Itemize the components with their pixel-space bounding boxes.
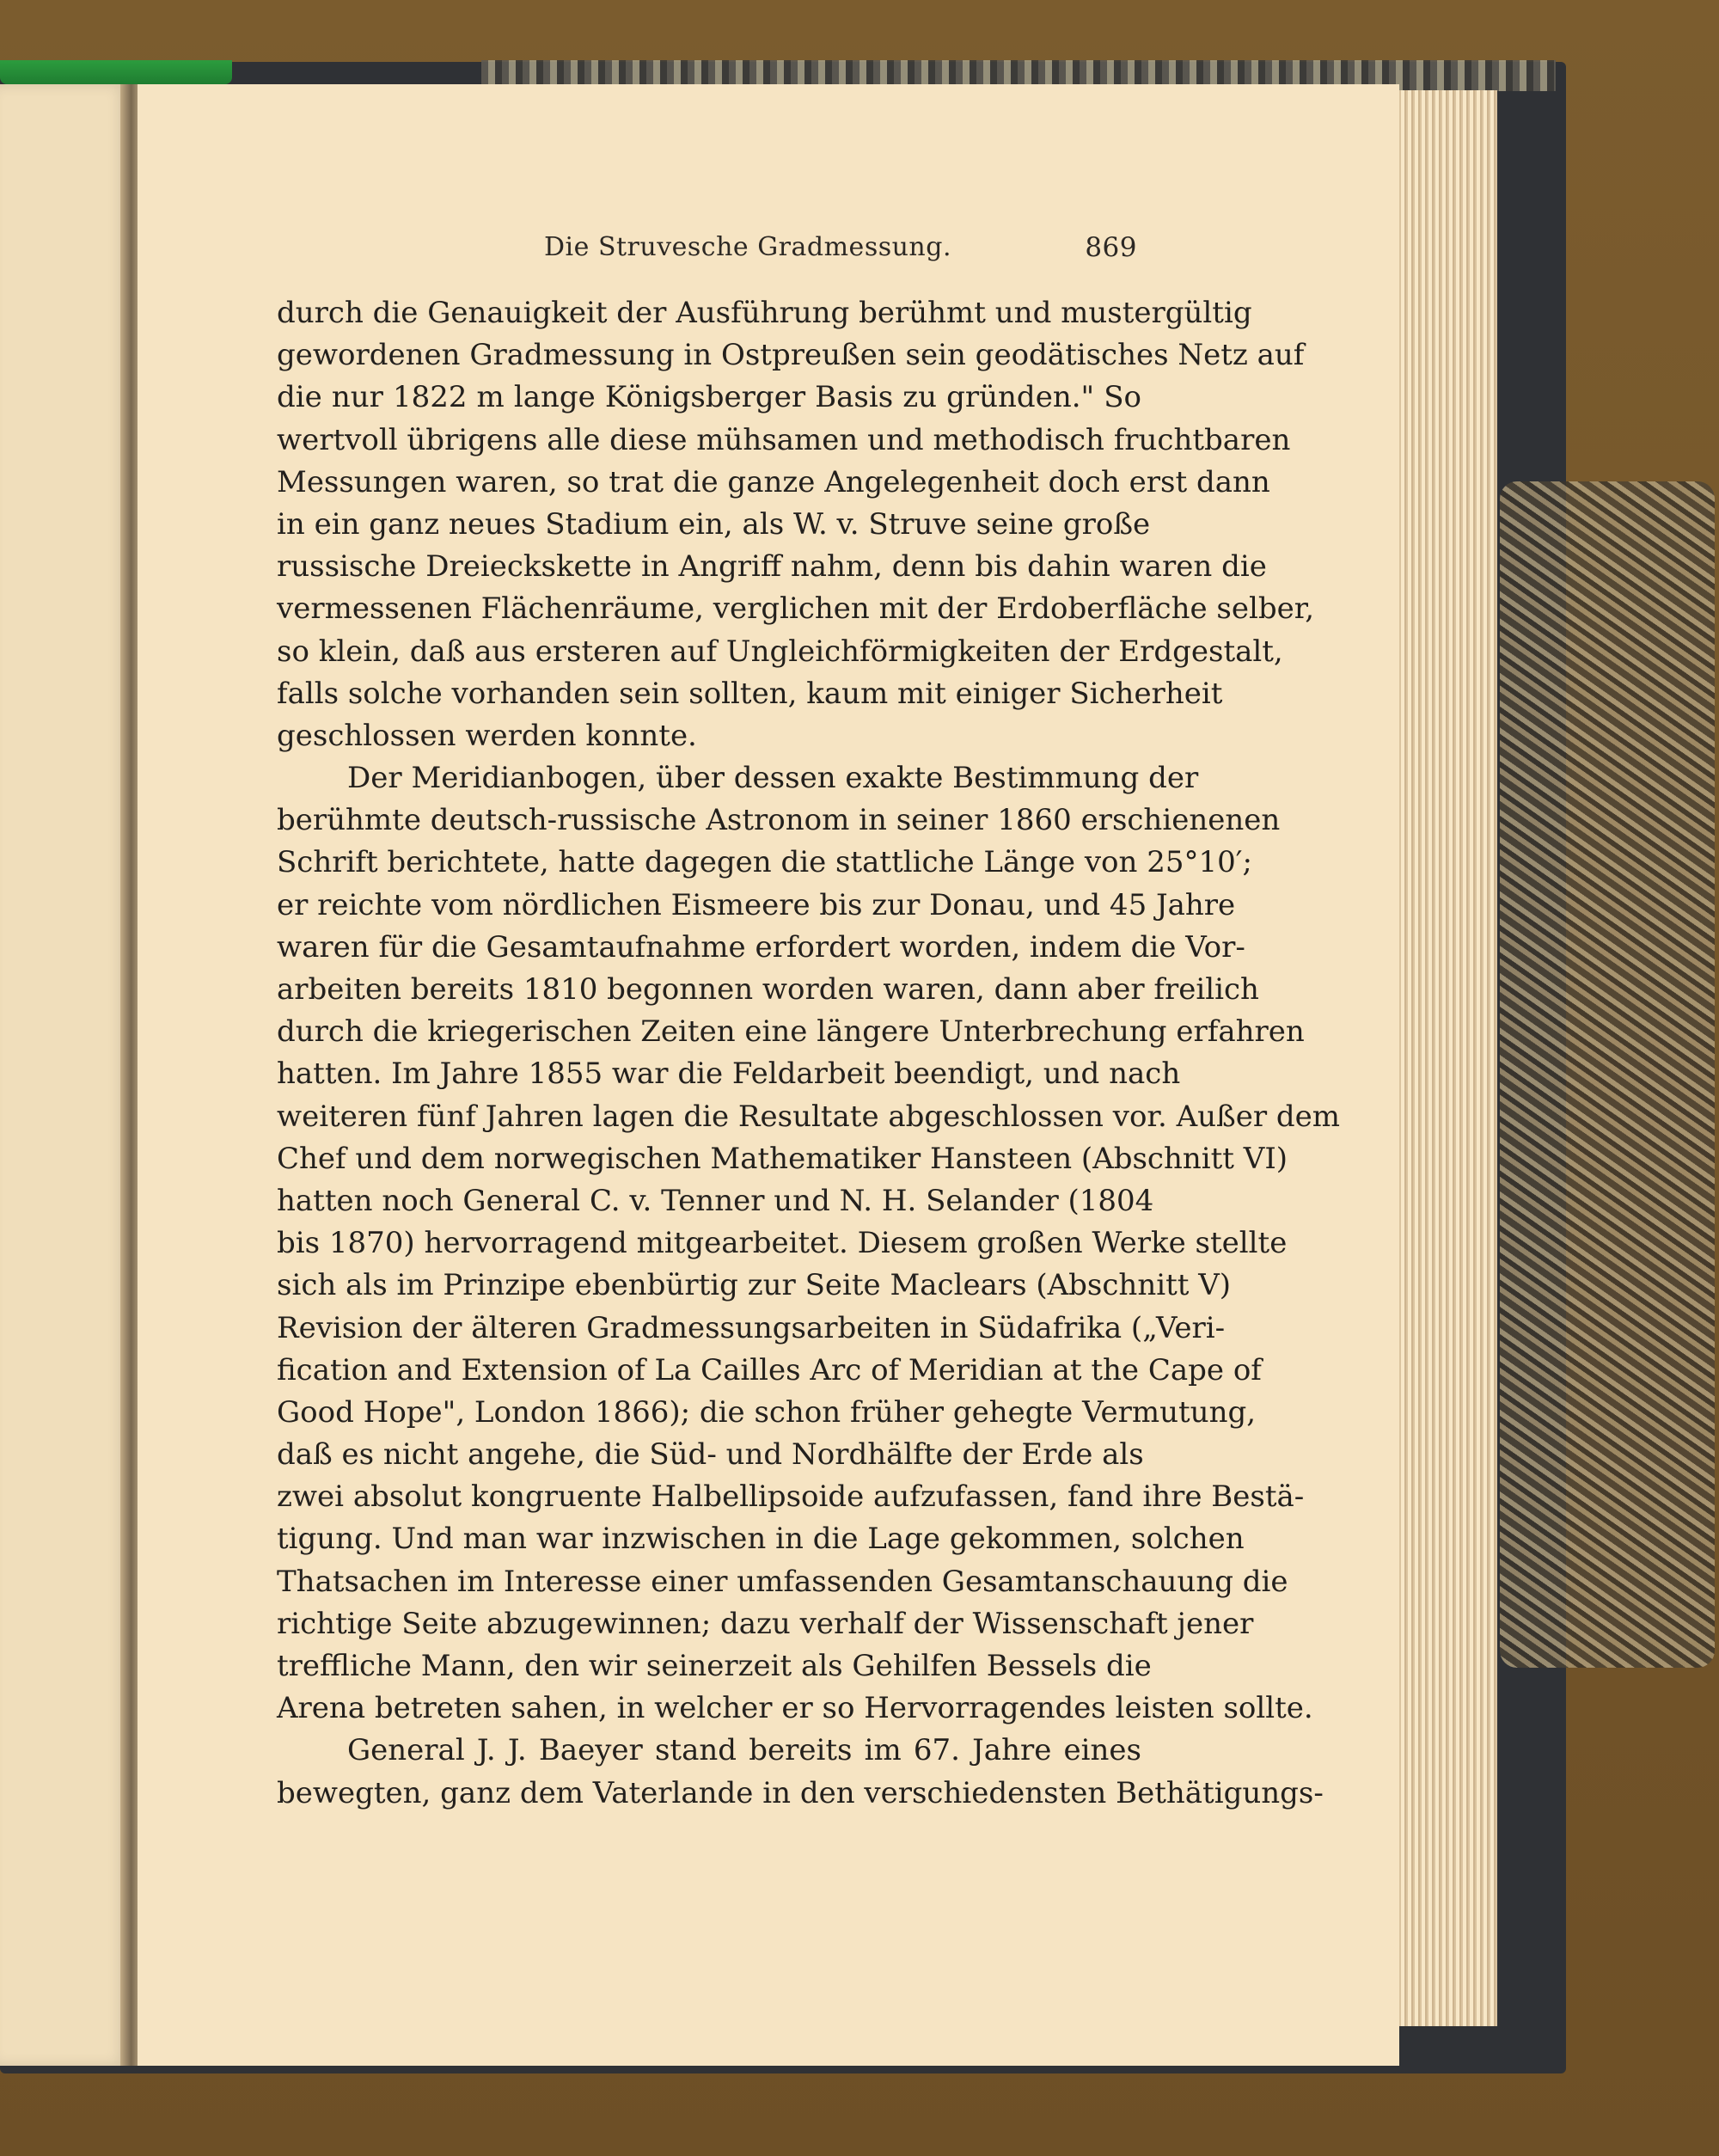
text-line: er reichte vom nördlichen Eismeere bis zur Donau, und 45 Jahre bbox=[277, 887, 1236, 922]
text-line: gewordenen Gradmessung in Ostpreußen sein geodätisches Netz auf bbox=[277, 338, 1305, 373]
text-line: fication and Extension of La Cailles Arc of Meridian at the Cape of bbox=[277, 1352, 1262, 1387]
text-line: durch die Genauigkeit der Ausführung berühmt und mustergültig bbox=[277, 296, 1252, 330]
text-line: geschlossen werden konnte. bbox=[277, 718, 697, 753]
text-line: Schrift berichtete, hatte dagegen die stattliche Länge von 25°10′; bbox=[277, 845, 1252, 880]
text-line: durch die kriegerischen Zeiten eine längere Unterbrechung erfahren bbox=[277, 1014, 1305, 1050]
text-line: die nur 1822 m lange Königsberger Basis zu gründen." So bbox=[277, 380, 1141, 415]
bookmark-ribbon bbox=[0, 60, 232, 84]
text-line: Revision der älteren Gradmessungsarbeiten in Südafrika („Veri- bbox=[277, 1310, 1226, 1345]
text-line: berühmte deutsch-russische Astronom in seiner 1860 erschienenen bbox=[277, 803, 1281, 838]
text-line: bewegten, ganz dem Vaterlande in den verschiedensten Bethätigungs- bbox=[277, 1775, 1324, 1810]
text-line: Thatsachen im Interesse einer umfassenden Gesamtanschauung die bbox=[277, 1564, 1288, 1599]
text-line: Arena betreten sahen, in welcher er so Hervorragendes leisten sollte. bbox=[277, 1691, 1313, 1726]
text-line: russische Dreieckskette in Angriff nahm, denn bis dahin waren die bbox=[277, 549, 1267, 585]
text-line: zwei absolut kongruente Halbellipsoide aufzufassen, fand ihre Bestä- bbox=[277, 1479, 1305, 1515]
text-line: arbeiten bereits 1810 begonnen worden waren, dann aber freilich bbox=[277, 972, 1259, 1007]
text-line: richtige Seite abzugewinnen; dazu verhalf der Wissenschaft jener bbox=[277, 1606, 1254, 1641]
text-line: tigung. Und man war inzwischen in die Lage gekommen, solchen bbox=[277, 1522, 1245, 1557]
page-number: 869 bbox=[1085, 232, 1137, 263]
page-header bbox=[544, 232, 1137, 266]
text-line: General J. J. Baeyer stand bereits im 67. Jahre eines bbox=[347, 1733, 1141, 1768]
text-line: hatten. Im Jahre 1855 war die Feldarbeit beendigt, und nach bbox=[277, 1057, 1181, 1092]
body-text bbox=[277, 292, 1341, 1815]
text-line: weiteren fünf Jahren lagen die Resultate abgeschlossen vor. Außer dem bbox=[277, 1099, 1341, 1134]
text-line: bis 1870) hervorragend mitgearbeitet. Diesem großen Werke stellte bbox=[277, 1226, 1288, 1261]
text-line: in ein ganz neues Stadium ein, als W. v. Struve seine große bbox=[277, 506, 1151, 542]
text-line: Messungen waren, so trat die ganze Angelegenheit doch erst dann bbox=[277, 464, 1270, 499]
text-line: treffliche Mann, den wir seinerzeit als Gehilfen Bessels die bbox=[277, 1649, 1152, 1683]
text-line: Der Meridianbogen, über dessen exakte Bestimmung der bbox=[347, 761, 1199, 796]
text-line: hatten noch General C. v. Tenner und N. H. Selander (1804 bbox=[277, 1183, 1154, 1218]
running-head: Die Struvesche Gradmessung. bbox=[544, 232, 951, 262]
text-line: Chef und dem norwegischen Mathematiker Hansteen (Abschnitt VI) bbox=[277, 1141, 1288, 1176]
text-line: falls solche vorhanden sein sollten, kaum mit einiger Sicherheit bbox=[277, 676, 1223, 711]
text-line: Good Hope", London 1866); die schon früher gehegte Vermutung, bbox=[277, 1394, 1257, 1430]
text-line: vermessenen Flächenräume, verglichen mit der Erdoberfläche selber, bbox=[277, 591, 1315, 627]
decorative-cover-pattern bbox=[1500, 481, 1715, 1668]
page-edges bbox=[1399, 90, 1497, 2026]
left-page bbox=[0, 84, 129, 2066]
text-line: waren für die Gesamtaufnahme erfordert worden, indem die Vor- bbox=[277, 929, 1245, 965]
text-line: so klein, daß aus ersteren auf Ungleichförmigkeiten der Erdgestalt, bbox=[277, 634, 1283, 669]
text-line: sich als im Prinzipe ebenbürtig zur Seite Maclears (Abschnitt V) bbox=[277, 1268, 1232, 1303]
text-line: wertvoll übrigens alle diese mühsamen und methodisch fruchtbaren bbox=[277, 422, 1291, 457]
text-line: daß es nicht angehe, die Süd- und Nordhälfte der Erde als bbox=[277, 1437, 1144, 1473]
